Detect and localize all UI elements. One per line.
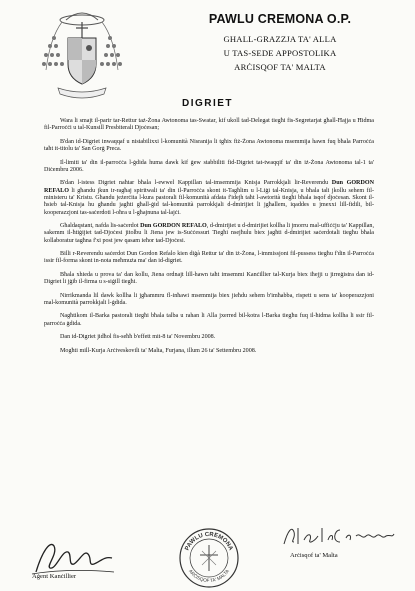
issue-date: Mogħti mill-Kurja Arċiveskovili ta' Malta, Furjana, illum 26 ta' Settembru 2008. [60, 347, 257, 354]
priest-name: Dun GORDON REFALO [44, 180, 375, 194]
letterhead [150, 12, 410, 74]
paragraph: Il-limiti ta' din il-parroċċa l-ġdida huma dawk kif ġew stabbiliti fid-Digriet tat-twaqqif ta' din iż-Żona Awtonoma tal-1 ta' Diċembru 2006. [44, 159, 374, 173]
paragraph: Bħala xhieda u prova ta' dan kollu, Jiena ordnajt lill-hawn taħt imsemmi Kanċillier tal-Kurja biex iħejji u jirreġistra dan id-Digriet li jġib il-firma u s-siġill tiegħi. [44, 271, 374, 286]
paragraph-rest: li għandu jkun ir-ragħaj spiritwali ta' din il-Parroċċa skont it-Tagħlim u l-Liġi tal-Knisja, u bħala tali jkollu sehem fil-ministeru ta' Kristu. Għandu jeżerċita l-kura pastorali fil-komunità afdata f'idejh taħt l-awtorità tiegħi bħala isqof djoċesan. Skont il-ħsieb tal-Knisja hu għandu jagħti għall-ġid tal-komunità parrokkjali d-dmirijiet li jgħallem, iqaddes u jmexxi lill-fidili, bil-kooperazzjoni tas-saċerdoti l-oħra u l-għajnuna tal-lajċi. [44, 187, 374, 216]
paragraph: Nirrikmanda lil dawk kollha li jgħammru fl-inħawi msemmija biex jieħdu sehem b'imħabba, rispett u sens ta' kooperazzjoni mal-komunità parrokkjali l-ġdida. [44, 292, 374, 306]
chancellor-title: Aġent Kanċillier [32, 573, 77, 580]
decree-body [44, 118, 374, 361]
coat-of-arms-icon [36, 8, 128, 104]
letterhead-line-1: GHALL-GRAZZJA TA' ALLA [223, 34, 337, 44]
paragraph: B'dan id-Digriet inwaqqaf u nistabilixxi l-komunità Nisranija li tgħix fiż-Żona Awtonoma msemmija hawn fuq bħala Parroċċa taħt it-titolu ta' San Ġorġ Preca. [44, 138, 374, 153]
effective-date: Dan id-Digriet jidħol fis-seħħ b'effett mit-8 ta' Novembru 2008. [60, 334, 216, 341]
paragraph: Billi r-Reverendu saċerdot Dun Gordon Refalo kien diġà Rettur ta' din iż-Żona, l-immissjoni fil-pussess tiegħu f'din il-Parroċċa issir fil-forma skont in-nota meħmuża ma' dan id-digriet. [44, 251, 374, 265]
seal-icon [178, 527, 240, 589]
seal-bottom-text: ARĊISQOF TA' MALTA [187, 568, 231, 584]
seal-top-text: PAWLU CREMONA [184, 531, 234, 552]
document-title: DIGRIET [181, 98, 234, 109]
paragraph-rest: , d-dmirijiet u d-dmirijiet kollha li jmorru mal-uffiċċju ta' Kappillan, sakemm il-ħtiġijiet tad-Djoċesi jitolbu li Jiena jew is-Suċċessuri Tiegħi nsejħulu biex jagħti d-dmirijiet saċerdotali tiegħu bħala kollaboratur tagħna f'xi post jew qasam ieħor tad-Djoċesi. [44, 223, 374, 244]
paragraph-lead: Għaldaqstant, nafda lis-saċerdot [60, 223, 141, 230]
archbishop-name: PAWLU CREMONA O.P. [208, 12, 352, 26]
paragraph: Nagħtikom il-Barka pastorali tiegħi bħala talba u rahan li Alla jxerred bil-kotra l-Barka tiegħu fuq il-ħidma kollha li ssir fil-parroċċa ġdida. [44, 313, 374, 327]
paragraph [44, 180, 374, 216]
archbishop-signature-icon [280, 522, 400, 550]
paragraph [44, 223, 374, 245]
priest-name: Dun GORDON REFALO [140, 223, 207, 230]
paragraph-lead: B'dan l-istess Digriet naħtar bħala l-ewwel Kappillan tal-imsemmija Knisja Parrokkjali lir-Reverendu [60, 180, 332, 187]
paragraph: Wara li smajt il-parir tar-Rettur taż-Żona Awtonoma tas-Swatar, kif ukoll tad-Delegat tiegħi fis-Segretarjat għall-Ħajja u Ħidma fil-Parroċċi u tal-Kunsill Presbiterali Djoċesan; [44, 118, 374, 132]
archbishop-title: Arċisqof ta' Malta [290, 552, 338, 559]
letterhead-line-3: ARĊISQOF TA' MALTA [234, 62, 326, 72]
letterhead-line-2: U TAS-SEDE APPOSTOLIKA [223, 48, 337, 58]
